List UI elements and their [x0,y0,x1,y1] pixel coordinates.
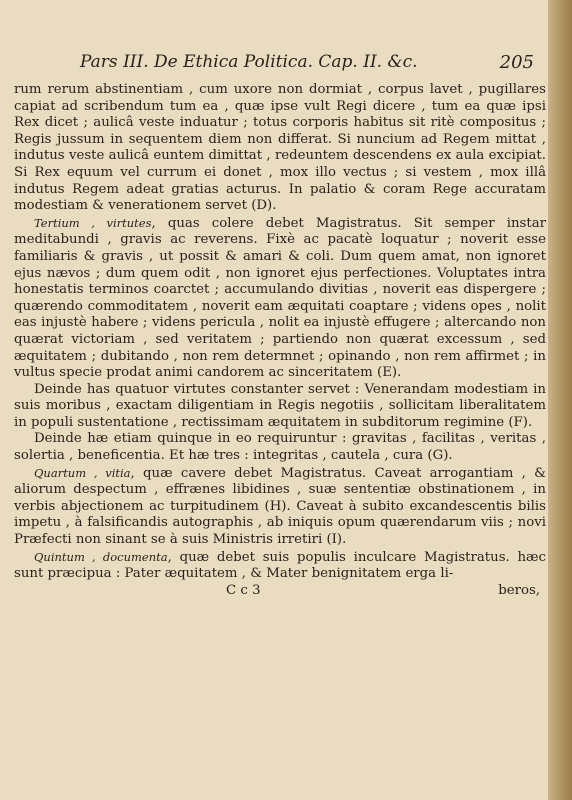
page-edge [548,0,572,800]
paragraph-text: , quæ cavere debet Magistratus. Caveat arrogantiam , & aliorum despectum , effrænes libidines , suæ sententiæ obstinationem , in verbis abjectionem ac turpitudinem (H). Caveat à subito excandescentis bilis impetu , à falsificandis autographis , ab iniquis opum quærendarum viis ; novi Præfecti non sinant se à suis Ministris irretiri (I). [14,465,546,548]
page-content [14,52,546,601]
page-header [14,52,546,82]
paragraph-continuation [14,82,546,215]
catchword: beros, [498,582,540,598]
paragraph-lead: Quartum , vitia [34,465,131,480]
paragraph-lead: Quintum , documenta [34,549,168,564]
paragraph-text: Deinde hæ etiam quinque in eo requiruntur : gravitas , facilitas , veritas , solertia , beneficentia. Et hæ tres : integritas , cautela , cura (G). [14,431,546,464]
paragraph-text: Deinde has quatuor virtutes constanter servet : Venerandam modestiam in suis moribus , exactam diligentiam in Regis negotiis , sollicitam liberalitatem in populi sustentatione , rectissimam æquitatem in subditorum regimine (F). [14,381,546,430]
paragraph-quatuor-virtutes [14,382,546,432]
paragraph-text: rum rerum abstinentiam , cum uxore non dormiat , corpus lavet , pugillares capiat ad scribendum tum ea , quæ ipse vult Regi dicere , tum ea quæ ipsi Rex dicet ; aulicâ veste induatur ; totus corporis habitus sit ritè compositus ; Regis jussum in sequentem diem non differat. Si nuncium ad Regem mittat , indutus veste aulicâ euntem dimittat , redeuntem descendens ex aula excipiat. Si Rex equum vel currum ei donet , mox illo vectus ; si vestem , mox illâ indutus Regem adeat gratias acturus. In palatio & coram Rege accuratam modestiam & venerationem servet (D). [14,82,546,214]
paragraph-tertium [14,215,546,382]
paragraph-text: , quas colere debet Magistratus. Sit semper instar meditabundi , gravis ac reverens. Fixè ac pacatè loquatur ; noverit esse familiaris & gravis , ut possit & amari & coli. Dum quem amat, non ignoret ejus nævos ; dum quem odit , non ignoret ejus perfectiones. Voluptates intra honestatis terminos coarctet ; accumulando divitias , noverit eas dispergere ; quærendo commoditatem , noverit eam æquitati coaptare ; videns opes , nolit eas injustè habere ; videns pericula , nolit ea injustè effugere ; altercando non quærat victoriam , sed veritatem ; partiendo non quærat excessum , sed æquitatem ; dubitando , non rem determnet ; opinando , non rem affirmet ; in vultus specie prodat animi candorem ac sinceritatem (E). [14,215,547,381]
paragraph-quintum [14,549,546,583]
signature-mark: C c 3 [226,582,261,598]
paragraph-quinque [14,431,546,464]
running-title: Pars III. De Ethica Politica. Cap. II. &c. [80,52,418,72]
paragraph-quartum [14,465,546,549]
page-number: 205 [499,52,534,73]
page-footer [14,583,546,601]
paragraph-text: , quæ debet suis populis inculcare Magistratus. hæc sunt præcipua : Pater æquitatem , & Mater benignitatem erga li- [14,549,546,582]
paragraph-lead: Tertium , virtutes [34,215,152,230]
